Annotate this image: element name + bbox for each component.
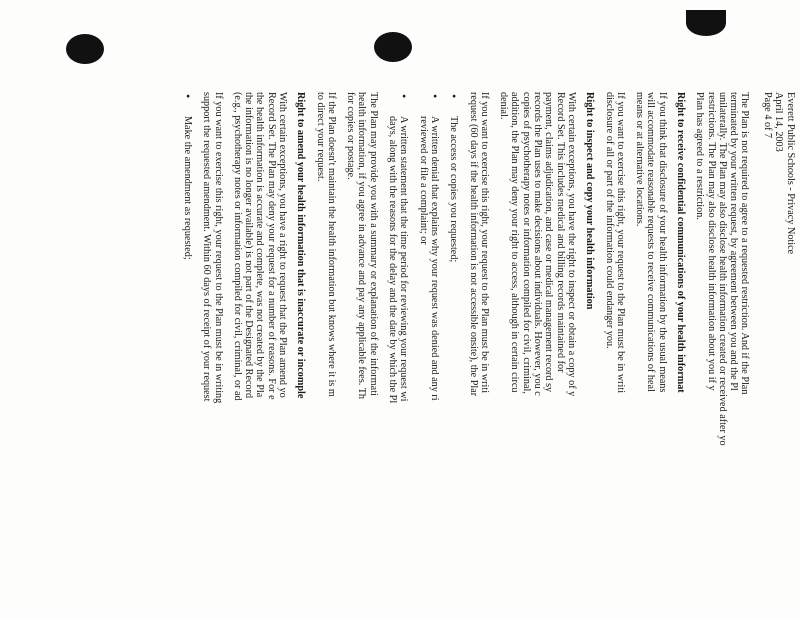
text-line: disclosure of all or part of the information could endanger you. xyxy=(603,92,615,349)
text-line: request (60 days if the health information is not accessible onsite), the Plar xyxy=(467,92,479,397)
text-line: will accommodate reasonable requests to receive communications of heal xyxy=(645,92,657,392)
punch-hole xyxy=(686,10,726,36)
text-line: copies of psychotherapy notes or information compiled for civil, criminal, xyxy=(520,92,532,394)
text-line: terminated by your written request, by agreement between you and the Pl xyxy=(728,92,740,391)
text-line: reviewed or file a complaint; or xyxy=(417,116,429,245)
text-line: (e.g., psychotherapy notes or information compiled for civil, criminal, or ad xyxy=(231,92,243,401)
text-line: the health information is accurate and complete, was not created by the Pla xyxy=(254,92,266,398)
bullet-list xyxy=(387,92,459,618)
text-line: support the requested amendment. Within 60 days of receipt of your request xyxy=(201,92,213,402)
section-heading: Right to receive confidential communications of your health informat xyxy=(675,92,687,393)
text-line: The Plan is not required to agree to a requested restriction. And if the Plan xyxy=(739,92,751,395)
text-line: the information is no longer available) is not part of the Designated Record xyxy=(243,92,255,399)
text-line: restrictions. The Plan may also disclose health information about you if y xyxy=(705,92,717,391)
text-line: • The access or copies you requested; xyxy=(448,116,460,263)
text-line: With certain exceptions, you have a right to request that the Plan amend yo xyxy=(277,92,288,398)
text-line: • Make the amendment as requested; xyxy=(181,116,193,260)
text-line: health information, if you agree in advance and pay any applicable fees. Th xyxy=(356,92,368,400)
text-line: days, along with the reasons for the delay and the date by which the Pl xyxy=(387,116,399,404)
text-line: If you want to exercise this right, your request to the Plan must be in writing xyxy=(212,92,224,404)
text-line: to direct your request. xyxy=(314,92,326,182)
text-line: If you want to exercise this right, your request to the Plan must be in writi xyxy=(614,92,626,394)
list-item xyxy=(417,92,440,618)
text-line: records the Plan uses to make decisions about individuals. However, you c xyxy=(532,92,544,396)
bullet-list xyxy=(182,92,193,618)
text-line: payment, claims adjudication, and case or medical management record sy xyxy=(543,92,555,393)
text-line: • A written statement that the time period for reviewing your request wi xyxy=(398,116,410,402)
text-line: If you want to exercise this right, your request to the Plan must be in writi xyxy=(478,92,490,394)
page-header xyxy=(762,92,797,618)
section-heading: Right to amend your health information that is inaccurate or incomple xyxy=(295,92,307,399)
punch-hole xyxy=(66,34,104,64)
paragraph xyxy=(467,92,490,618)
notice-date: April 14, 2003 xyxy=(773,92,785,152)
notice-body xyxy=(182,92,751,618)
list-item xyxy=(182,92,193,618)
text-line: With certain exceptions, you have the right to inspect or obtain a copy of y xyxy=(565,92,577,397)
text-line: Record Set. The Plan may deny your request for a number of reasons. For e xyxy=(265,92,277,400)
text-line: The Plan may provide you with a summary or explanation of the informati xyxy=(367,92,379,396)
list-item xyxy=(387,92,410,618)
paragraph xyxy=(634,92,668,618)
text-line: If you think that disclosure of your health information by the usual means xyxy=(656,92,668,393)
text-line: • A written denial that explains why your request was denied and any ri xyxy=(428,116,440,401)
text-line: denial. xyxy=(498,92,510,120)
text-line: Plan has agreed to a restriction. xyxy=(694,92,706,220)
paragraph xyxy=(498,92,577,618)
paragraph xyxy=(314,92,337,618)
paragraph xyxy=(201,92,224,618)
section-heading: Right to inspect and copy your health information xyxy=(584,92,596,310)
text-line: for copies or postage. xyxy=(345,92,357,180)
text-line: means or at alternative locations. xyxy=(634,92,646,227)
text-line: addition, the Plan may deny your right to access, although in certain circu xyxy=(509,92,521,393)
text-line: If the Plan doesn't maintain the health information but knows where it is m xyxy=(325,92,337,397)
punch-hole xyxy=(374,32,412,62)
text-line: unilaterally. The Plan may also disclose health information created or received after yo xyxy=(716,92,728,446)
page-number: Page 4 of 7 xyxy=(762,92,773,139)
list-item xyxy=(448,92,459,618)
organization-title: Everett Public Schools - Privacy Notice xyxy=(785,92,796,255)
rotated-page xyxy=(56,92,796,618)
paragraph xyxy=(694,92,750,618)
paragraph xyxy=(603,92,626,618)
paragraph xyxy=(345,92,379,618)
text-line: Record Set. This includes medical and billing records maintained for xyxy=(554,92,566,373)
paragraph xyxy=(232,92,288,618)
